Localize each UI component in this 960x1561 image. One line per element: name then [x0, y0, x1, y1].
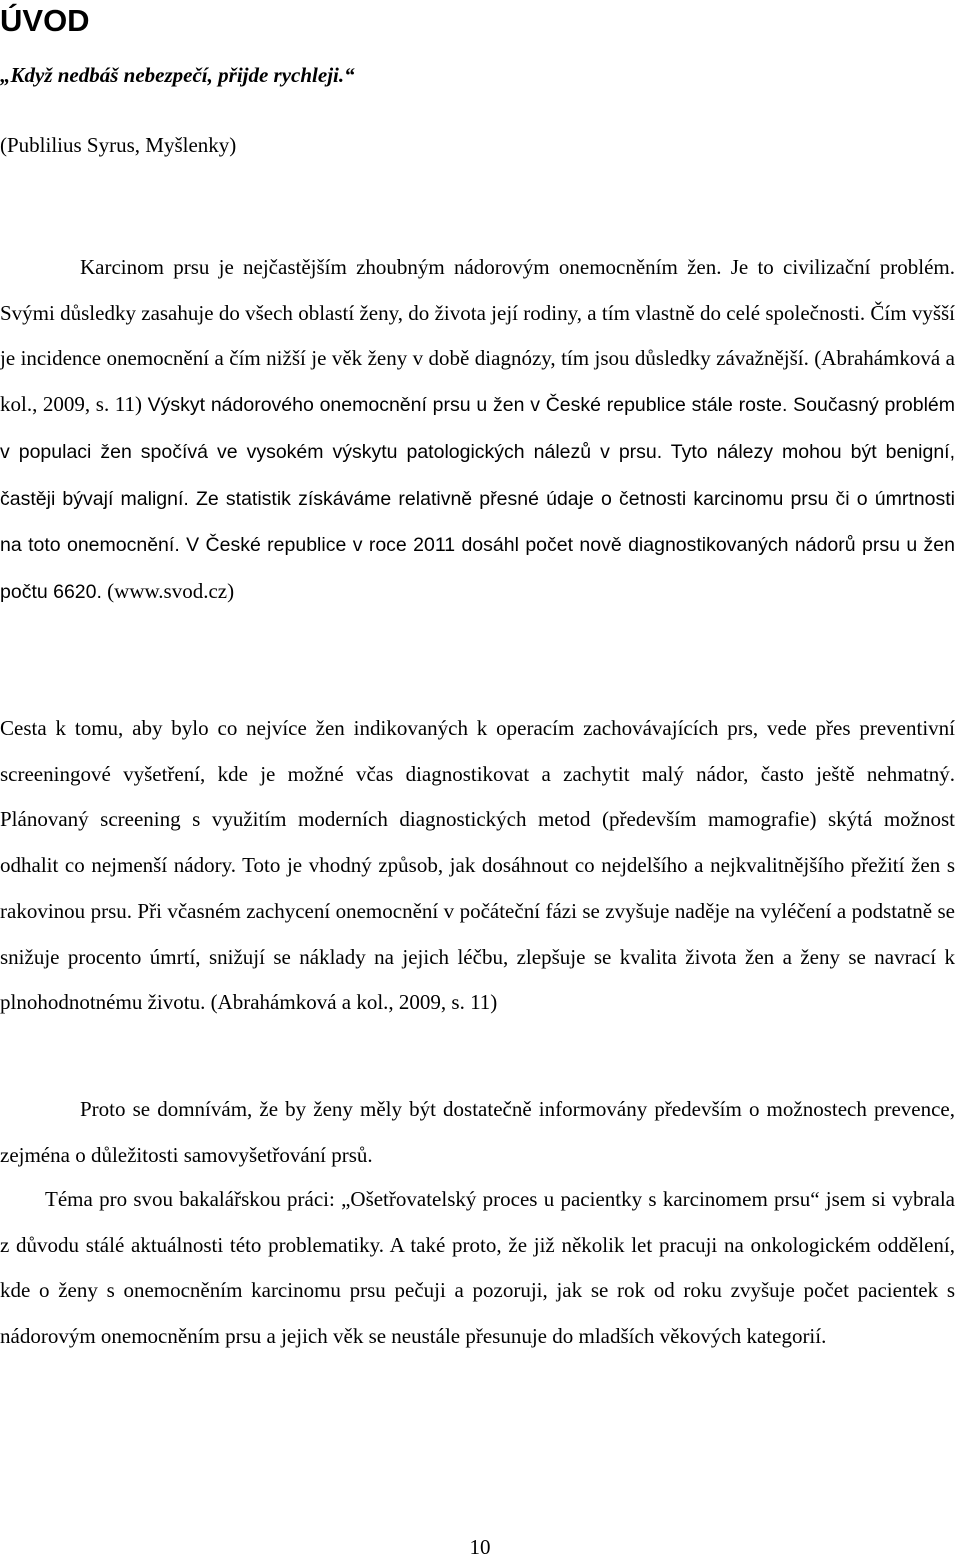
citation-svod: (www.svod.cz): [101, 578, 235, 603]
paragraph-intro-text: Karcinom prsu je nejčastějším zhoubným nádorovým onemocněním žen. Je to civilizační problém. Svými důsledky zasahuje do všech oblastí ženy, do života její rodiny, a tím vlastně do celé společnosti. Čím vyšší je incidence onemocnění a čím nižší je věk ženy v době diagnózy, tím jsou důsledky závažnější.: [0, 255, 955, 371]
citation-abrahamkova: (Abrahámková a kol., 2009, s. 11): [0, 346, 955, 417]
paragraph-intro: [0, 245, 955, 616]
motto-source: (Publilius Syrus, Myšlenky): [0, 133, 237, 157]
paragraph-screening: Cesta k tomu, aby bylo co nejvíce žen indikovaných k operacím zachovávajících prs, vede přes preventivní screeningové vyšetření, kde je možné včas diagnostikovat a zachytit malý nádor, často ještě nehmatný. Plánovaný screening s využitím moderních diagnostických metod (především mamografie) skýtá možnost odhalit co nejmenší nádory. Toto je vhodný způsob, jak dosáhnout co nejdelšího a nejkvalitnějšího přežití žen s rakovinou prsu. Při včasném zachycení onemocnění v počáteční fázi se zvyšuje naděje na vyléčení a podstatně se snižuje procento úmrtí, snižují se náklady na jejich léčbu, zlepšuje se kvalita života žen a ženy se navrací k plnohodnotnému životu. (Abrahámková a kol., 2009, s. 11): [0, 716, 955, 1015]
paragraph-intro-statistics: Výskyt nádorového onemocnění prsu u žen v České republice stále roste. Současný problém v populaci žen spočívá ve vysokém výskytu patologických nálezů v prsu. Tyto nálezy mohou být benigní, častěji bývají maligní. Ze statistik získáváme relativně přesné údaje o četnosti karcinomu prsu či o úmrtnosti na toto onemocnění. V České republice v roce 2011 dosáhl počet nově diagnostikovaných nádorů prsu u žen počtu 6620.: [0, 394, 955, 603]
paragraph-prevention: Proto se domnívám, že by ženy měly být dostatečně informovány především o možnostech prevence, zejména o důležitosti samovyšetřování prsů.: [0, 1097, 955, 1167]
page-title: ÚVOD: [0, 3, 90, 38]
page-number: 10: [469, 1535, 491, 1559]
motto-quote: „Když nedbáš nebezpečí, přijde rychleji.“: [0, 63, 355, 87]
paragraph-topic: Téma pro svou bakalářskou práci: „Ošetřovatelský proces u pacientky s karcinomem prsu“ jsem si vybrala z důvodu stálé aktuálnosti této problematiky. A také proto, že již několik let pracuji na onkologickém oddělení, kde o ženy s onemocněním karcinomu prsu pečuji a pozoruji, jak se rok od roku zvyšuje počet pacientek s nádorovým onemocněním prsu a jejich věk se neustále přesunuje do mladších věkových kategorií.: [0, 1187, 955, 1349]
